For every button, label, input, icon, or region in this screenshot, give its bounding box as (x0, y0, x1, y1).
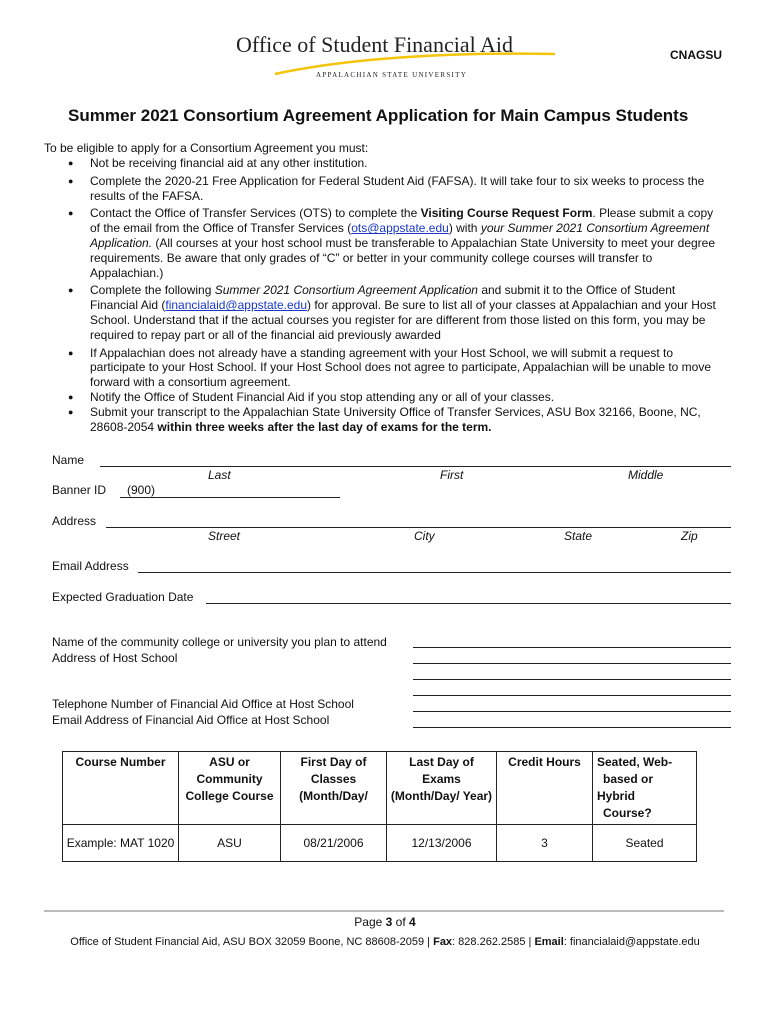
logo-subtitle: APPALACHIAN STATE UNIVERSITY (316, 71, 468, 79)
header-asu-or-community: ASU or Community College Course (179, 752, 281, 825)
name-last-caption: Last (208, 468, 231, 482)
fa-email-field[interactable] (413, 727, 731, 728)
graduation-date-field[interactable] (206, 603, 731, 604)
address-state-caption: State (564, 529, 593, 543)
example-course-source: ASU (179, 825, 281, 862)
header-course-number: Course Number (63, 752, 179, 825)
banner-id-prefix: (900) (127, 483, 156, 497)
address-label: Address (52, 514, 97, 528)
example-last-day: 12/13/2006 (387, 825, 497, 862)
list-item: ● Contact the Office of Transfer Services (OTS) to complete the Visiting Course Request Form. Please submit a copy of the email from the Office of Transfer Services (ots@appstate.edu) with your Summer 2021 Consortium Agreement Application. (All courses at your host school must be transferable to Appalachian State University to meet your degree requirements. Be aware that only grades of “C” or better in your community college courses will transfer to Appalachian.) (52, 206, 720, 280)
name-first-caption: First (440, 468, 464, 482)
list-item: ● Submit your transcript to the Appalachian State University Office of Transfer Services, ASU Box 32166, Boone, NC, 28608-2054 within three weeks after the last day of exams for the term. (52, 405, 720, 435)
page-number: Page 3 of 4 (354, 915, 416, 929)
email-label: Email Address (52, 559, 129, 573)
example-first-day: 08/21/2006 (281, 825, 387, 862)
host-address-field[interactable] (413, 679, 731, 680)
host-college-field[interactable] (413, 647, 731, 648)
example-course-type: Seated (593, 825, 697, 862)
footer-divider (44, 910, 724, 912)
list-item: ● If Appalachian does not already have a standing agreement with your Host School, we will submit a request to participate to your Host School. If your Host School does not agree to participate, Appalachian will be unable to move forward with a consortium agreement. (52, 346, 720, 390)
list-item: ● Complete the 2020-21 Free Application for Federal Student Aid (FAFSA). It will take four to six weeks to process the results of the FAFSA. (52, 174, 720, 204)
header-credit-hours: Credit Hours (497, 752, 593, 825)
header-course-type: Seated, Web- based or Hybrid Course? (593, 752, 697, 825)
email-field[interactable] (138, 572, 731, 573)
name-middle-caption: Middle (628, 468, 664, 482)
host-address-field[interactable] (413, 695, 731, 696)
address-city-caption: City (414, 529, 435, 543)
intro-text: To be eligible to apply for a Consortium Agreement you must: (44, 141, 369, 155)
list-item: ● Complete the following Summer 2021 Consortium Agreement Application and submit it to the Office of Student Financial Aid (financialaid@appstate.edu) for approval. Be sure to list all of your classes at Appalachian and your Host School. Understand that if the actual courses you register for are different from those listed on this form, you may be required to repay part or all of the financial aid previously awarded (52, 283, 720, 342)
logo-title: Office of Student Financial Aid (236, 32, 513, 57)
fa-phone-label: Telephone Number of Financial Aid Office at Host School (52, 697, 354, 711)
ots-email-link[interactable]: ots@appstate.edu (351, 221, 449, 236)
host-college-label: Name of the community college or university you plan to attend (52, 635, 387, 649)
name-label: Name (52, 453, 85, 467)
example-credit-hours: 3 (497, 825, 593, 862)
address-street-caption: Street (208, 529, 241, 543)
graduation-date-label: Expected Graduation Date (52, 590, 194, 604)
fa-email-label: Email Address of Financial Aid Office at Host School (52, 713, 330, 727)
form-code: CNAGSU (670, 48, 723, 62)
course-table (62, 751, 697, 862)
table-header-row (63, 752, 697, 825)
address-field[interactable] (106, 527, 731, 528)
list-item: ● Not be receiving financial aid at any other institution. (52, 156, 720, 171)
financialaid-email-link[interactable]: financialaid@appstate.edu (165, 298, 307, 313)
name-field[interactable] (100, 466, 731, 467)
banner-id-label: Banner ID (52, 483, 107, 497)
address-zip-caption: Zip (681, 529, 698, 543)
fa-phone-field[interactable] (413, 711, 731, 712)
requirements-list (52, 156, 720, 434)
footer-contact: Office of Student Financial Aid, ASU BOX 32059 Boone, NC 88608-2059 | Fax: 828.262.2585 | Email: financialaid@appstate.edu (70, 936, 700, 948)
host-address-field[interactable] (413, 663, 731, 664)
banner-id-field[interactable] (120, 497, 340, 498)
table-row (63, 825, 697, 862)
header-last-day: Last Day of Exams (Month/Day/ Year) (387, 752, 497, 825)
host-address-label: Address of Host School (52, 651, 178, 665)
example-course-number: Example: MAT 1020 (63, 825, 179, 862)
header-first-day: First Day of Classes (Month/Day/ (281, 752, 387, 825)
page-title: Summer 2021 Consortium Agreement Application for Main Campus Students (68, 106, 689, 125)
list-item: ● Notify the Office of Student Financial Aid if you stop attending any or all of your classes. (52, 390, 720, 405)
